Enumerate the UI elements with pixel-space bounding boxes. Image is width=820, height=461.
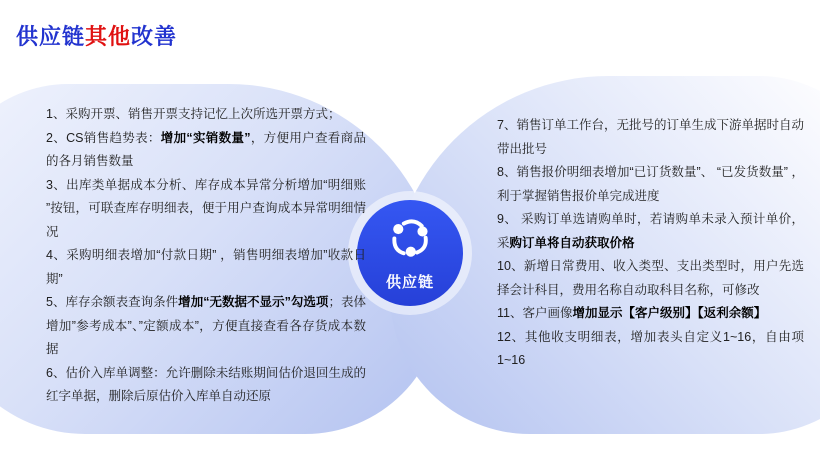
list-item: 10、新增日常费用、收入类型、支出类型时，用户先选择会计科目，费用名称自动取科目名称，可修改 <box>497 259 804 297</box>
right-feature-list <box>497 114 804 373</box>
page-title <box>16 20 177 51</box>
left-feature-list <box>46 103 366 409</box>
center-badge <box>357 200 463 306</box>
list-item: 4、采购明细表增加“付款日期” ，销售明细表增加”收款日期” <box>46 248 366 286</box>
list-item: 11、客户画像增加显示【客户级别】【返利余额】 <box>497 306 767 320</box>
title-part-improve: 改善 <box>131 24 178 49</box>
list-item: 7、销售订单工作台，无批号的订单生成下游单据时自动带出批号 <box>497 118 804 156</box>
title-part-supply-chain: 供应链 <box>16 24 86 49</box>
list-item: 5、库存余额表查询条件增加“无数据不显示”勾选项；表体增加”参考成本”、”定额成本”，方便直接查看各存货成本数据 <box>46 295 366 356</box>
supply-chain-network-icon <box>385 215 435 270</box>
list-item: 1、采购开票、销售开票支持记忆上次所选开票方式； <box>46 107 341 121</box>
list-item: 12、其他收支明细表，增加表头自定义1~16，自由项1~16 <box>497 329 804 367</box>
list-item: 2、CS销售趋势表：增加“实销数量”，方便用户查看商品的各月销售数量 <box>46 130 366 168</box>
list-item: 9、 采购订单选请购单时，若请购单未录入预计单价，采购订单将自动获取价格 <box>497 212 804 250</box>
list-item: 6、估价入库单调整：允许删除未结账期间估价退回生成的红字单据，删除后原估价入库单自动还原 <box>46 365 366 403</box>
list-item: 8、销售报价明细表增加“已订货数量”、 “已发货数量” ，利于掌握销售报价单完成进度 <box>497 165 804 203</box>
center-badge-label: 供应链 <box>385 273 434 291</box>
list-item: 3、出库类单据成本分析、库存成本异常分析增加“明细账 ”按钮，可联查库存明细表，便于用户查询成本异常明细情况 <box>46 177 366 239</box>
title-part-other: 其他 <box>85 24 132 49</box>
